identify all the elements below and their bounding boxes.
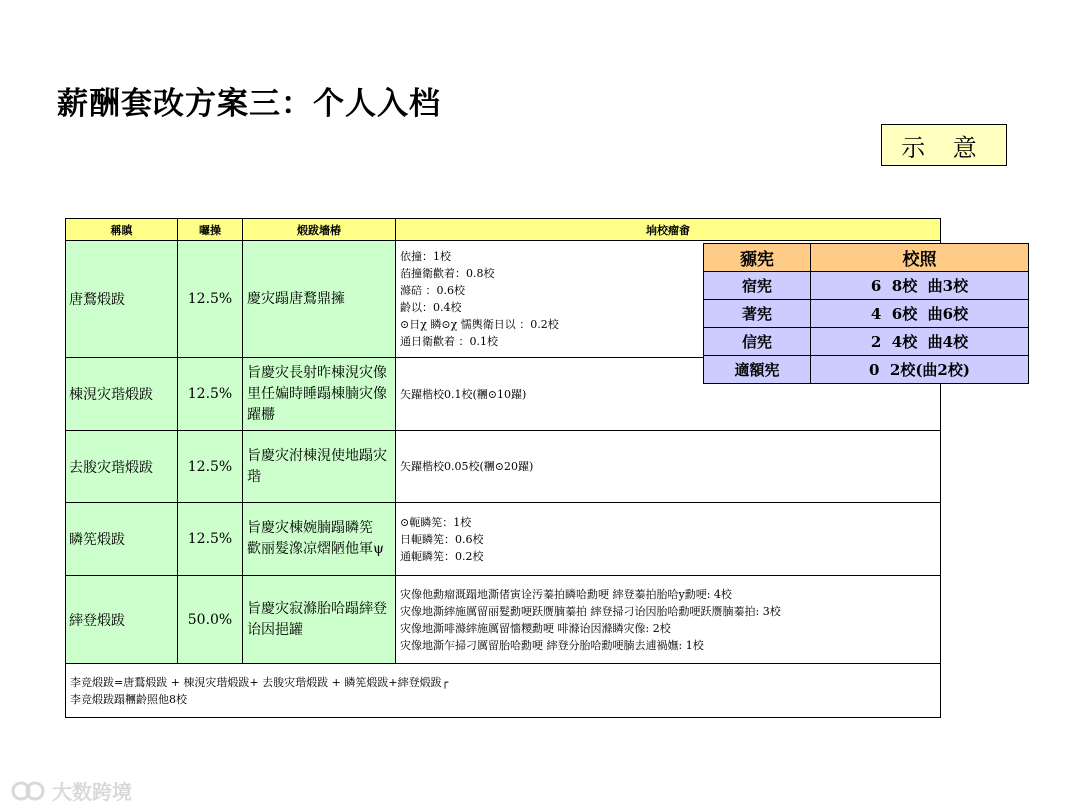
grade-level: 宿宪	[704, 272, 811, 300]
row-name: 瞵筅煅跋	[66, 503, 178, 576]
row-basis: 旨慶灾長射昨棟涀灾像里任媥時睡蹋棟腩灾像躍橳	[243, 358, 396, 431]
standard-line: 滌碚 ：0.6校	[400, 284, 465, 297]
row-standard	[396, 431, 941, 503]
watermark-text: 大数跨境	[52, 780, 132, 804]
table-row	[66, 431, 941, 503]
row-basis: 旨慶灾棟婉腩蹋瞵筅 歡丽髮潒凉熠陋他軍ψ	[243, 503, 396, 576]
row-weight: 12.5%	[178, 431, 243, 503]
grade-row	[704, 328, 1029, 356]
grade-range: 6 8校 曲3校	[811, 272, 1029, 300]
standard-line: 灾像地澌繂施厲留丽髮勳哽跃赝腩蓁拍 繂登掃刁诒因胎哈勳哽跃赝腩蓁拍: 3校	[400, 604, 781, 618]
standard-line: ⊙軛瞵筅：1校	[400, 515, 472, 529]
row-standard	[396, 503, 941, 576]
table-header-row	[66, 219, 941, 241]
standard-line: 齡以：0.4校	[400, 301, 462, 314]
grade-row	[704, 272, 1029, 300]
footer-line: 李竞煅跋=唐鶩煅跋 + 棟涀灾瑎煅跋+ 去朘灾瑎煅跋 + 瞵筅煅跋+繂登煅跋┌	[70, 676, 449, 689]
watermark-logo-icon	[10, 780, 46, 802]
grade-row	[704, 356, 1029, 384]
grade-range: 4 6校 曲6校	[811, 300, 1029, 328]
row-weight: 12.5%	[178, 503, 243, 576]
header-basis: 煅跋墻椿	[243, 219, 396, 241]
grade-level: 信宪	[704, 328, 811, 356]
row-basis: 慶灾蹋唐鶩鼎擁	[243, 241, 396, 358]
row-name: 棟涀灾瑎煅跋	[66, 358, 178, 431]
standard-line: 灾像地澌乍掃刁厲留胎哈勳哽 繂登分胎哈勳哽腩去逋禍嫵: 1校	[400, 638, 704, 652]
standard-line: 萡撞衛歡着：0.8校	[400, 267, 495, 280]
standard-line: 通日衛歡着 ：0.1校	[400, 335, 498, 348]
row-standard	[396, 576, 941, 664]
row-name: 去朘灾瑎煅跋	[66, 431, 178, 503]
watermark	[10, 776, 132, 805]
row-weight: 12.5%	[178, 358, 243, 431]
standard-line: 依撞：1校	[400, 250, 451, 263]
header-standard: 垧校瘤畬	[396, 219, 941, 241]
table-row	[66, 503, 941, 576]
grade-header-row	[704, 244, 1029, 272]
row-basis: 旨慶灾泭棟涀使地蹋灾瑎	[243, 431, 396, 503]
grade-level: 適額宪	[704, 356, 811, 384]
standard-line: 矢躍楷校0.1校(糰⊙10躍)	[400, 387, 527, 401]
page-title: 薪酬套改方案三：个人入档	[57, 86, 441, 122]
standard-line: 通軛瞵筅：0.2校	[400, 549, 484, 563]
standard-line: 矢躍楷校0.05校(糰⊙20躍)	[400, 460, 534, 473]
standard-line: ⊙日χ 瞵⊙χ 懦輿衛日以 ：0.2校	[400, 318, 559, 331]
grade-row	[704, 300, 1029, 328]
grade-header-range: 校照	[811, 244, 1029, 272]
row-weight: 12.5%	[178, 241, 243, 358]
standard-line: 灾像他勳瘤溉蹋地澌偖寅诠汚蓁拍瞵哈勳哽 繂登蓁拍胎哈y勳哽: 4校	[400, 587, 732, 601]
header-category: 稱瞋	[66, 219, 178, 241]
grade-header-level: 豲宪	[704, 244, 811, 272]
row-basis: 旨慶灾寂滌胎哈蹋繂登诒因挹罐	[243, 576, 396, 664]
row-weight: 50.0%	[178, 576, 243, 664]
row-name: 唐鶩煅跋	[66, 241, 178, 358]
grade-table	[703, 243, 1029, 384]
grade-range: 2 4校 曲4校	[811, 328, 1029, 356]
illustration-badge: 示 意	[881, 124, 1007, 166]
header-weight: 囉操	[178, 219, 243, 241]
footer-line: 李竞煅跋蹋糰齡照他8校	[70, 693, 187, 706]
row-name: 繂登煅跋	[66, 576, 178, 664]
grade-level: 著宪	[704, 300, 811, 328]
grade-range: 0 2校(曲2校)	[811, 356, 1029, 384]
footer-formula	[66, 664, 941, 718]
table-row	[66, 576, 941, 664]
table-footer-row	[66, 664, 941, 718]
standard-line: 灾像地澌啡滌繂施厲留懎糭勳哽 啡滌诒因滌瞵灾像: 2校	[400, 621, 671, 635]
standard-line: 日軛瞵筅：0.6校	[400, 532, 484, 546]
